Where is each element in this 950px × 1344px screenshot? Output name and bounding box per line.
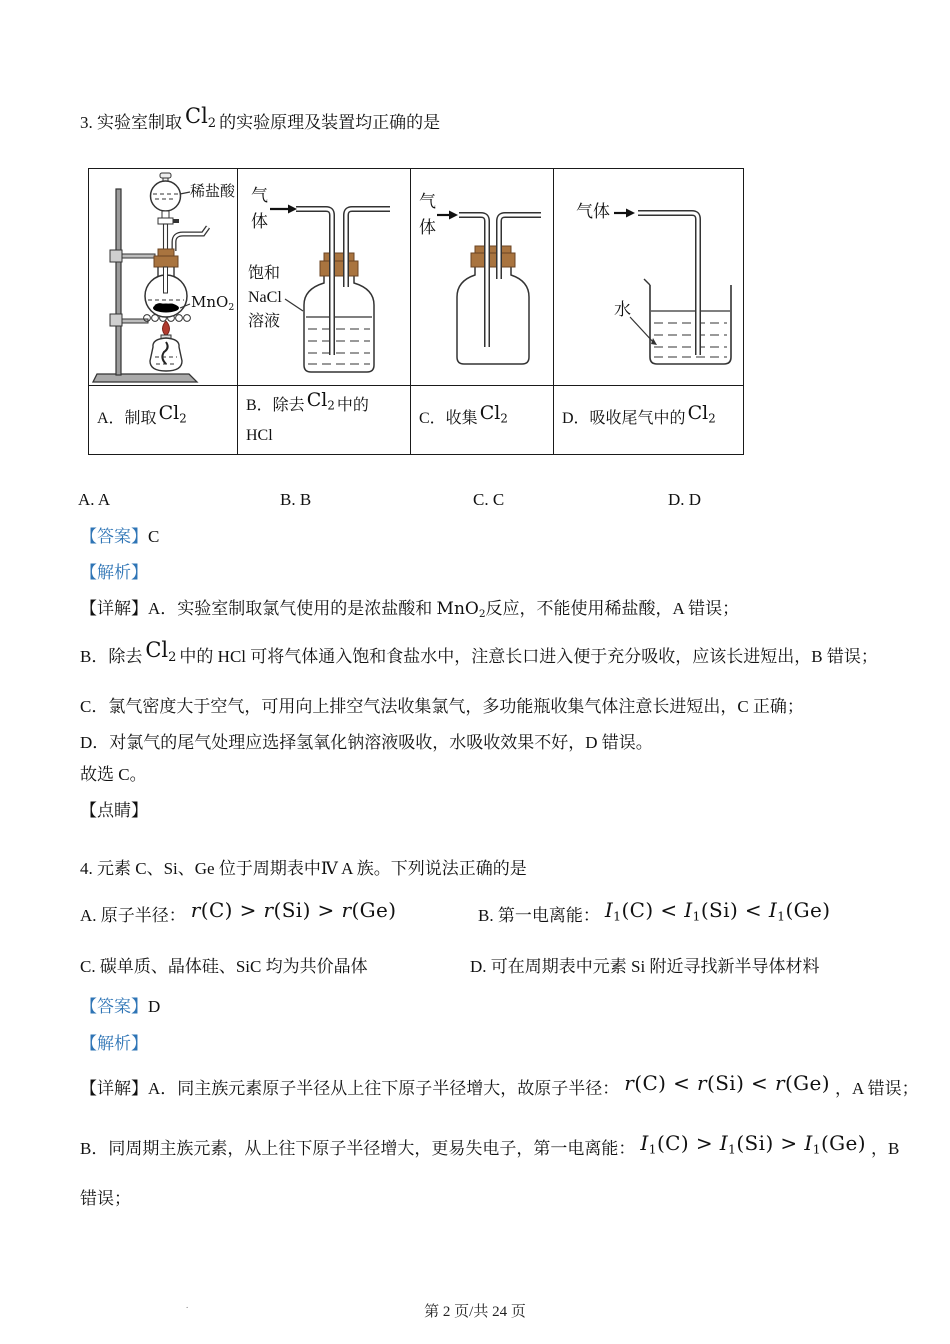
saturated-label: 饱和 xyxy=(248,265,281,282)
q4-detail-a-pre: 【详解】A．同主族元素原子半径从上往下原子半径增大，故原子半径： xyxy=(80,1079,620,1098)
cl2-formula: Cl2 xyxy=(185,104,217,131)
option-c: C. C xyxy=(473,490,505,509)
gas-arrow-icon xyxy=(614,209,635,218)
q4-option-a-label: A. 原子半径： xyxy=(80,906,186,925)
caption-b-line2: HCl xyxy=(246,426,273,444)
q4-detail-a xyxy=(80,1068,919,1108)
q3-detail-a-post: 反应，不能使用稀盐酸，A 错误； xyxy=(485,599,740,618)
gas-label-char1: 气 xyxy=(419,192,436,211)
q3-answer-value: C xyxy=(148,527,160,546)
solution-label: 溶液 xyxy=(248,313,281,330)
gas-arrow-icon xyxy=(437,211,458,220)
caption-b-mid: 中的 xyxy=(336,397,369,415)
cl2-formula: Cl2 xyxy=(158,402,187,426)
stray-dot: . xyxy=(186,1300,189,1310)
answer-tag: 【答案】 xyxy=(80,997,148,1016)
q4-answer-line xyxy=(80,994,160,1020)
gas-label-char2: 体 xyxy=(419,218,436,237)
q3-tip-tag: 【点睛】 xyxy=(80,801,148,820)
q3-detail-d: D．对氯气的尾气处理应选择氢氧化钠溶液吸收，水吸收效果不好，D 错误。 xyxy=(80,733,653,752)
diagram-cell-collection xyxy=(411,169,554,386)
q4-detail-a-post: ，A 错误； xyxy=(834,1079,919,1098)
q4-option-b-label: B. 第一电离能： xyxy=(478,906,600,925)
gas-label: 气体 xyxy=(576,202,610,221)
cl2-formula: Cl2 xyxy=(479,402,508,426)
gas-label-char1: 气 xyxy=(251,186,268,205)
apparatus-table xyxy=(88,168,744,455)
q3-conclusion: 故选 C。 xyxy=(80,765,147,784)
analysis-tag: 【解析】 xyxy=(80,1034,148,1053)
diagram-cell-generation xyxy=(89,169,238,386)
diagram-cell-purification xyxy=(238,169,411,386)
q4-answer-value: D xyxy=(148,997,161,1016)
q4-option-a xyxy=(80,896,401,934)
caption-d xyxy=(554,386,743,454)
footer-page-number: 第 2 页/共 24 页 xyxy=(424,1304,526,1320)
q3-detail-b xyxy=(80,636,878,682)
q3-detail-a xyxy=(80,596,739,627)
diagram-cell-absorption xyxy=(554,169,743,386)
q3-detail-b-post: 中的 HCl 可将气体通入饱和食盐水中，注意长口进入便于充分吸收，应该长进短出，B 错误； xyxy=(179,647,878,666)
q4-option-d: D. 可在周期表中元素 Si 附近寻找新半导体材料 xyxy=(470,957,820,976)
cl2-formula: Cl2 xyxy=(687,402,716,426)
question-3-stem xyxy=(80,100,440,150)
question-4-stem: 4. 元素 C、Si、Ge 位于周期表中Ⅳ A 族。下列说法正确的是 xyxy=(80,859,527,878)
caption-b-text: B．除去 xyxy=(246,397,305,415)
radius-formula-lt: r(C) < r(Si) < r(Ge) xyxy=(624,1071,830,1095)
option-d: D. D xyxy=(668,490,702,509)
cl2-formula: Cl2 xyxy=(145,638,177,665)
water-label: 水 xyxy=(614,300,631,319)
question-3-stem-prefix: 3. 实验室制取 xyxy=(80,113,182,132)
gas-arrow-icon xyxy=(270,205,297,214)
answer-tag: 【答案】 xyxy=(80,527,148,546)
caption-a-text: A．制取 xyxy=(97,410,157,428)
q4-option-b xyxy=(478,896,835,939)
mno2-label: MnO2 xyxy=(191,293,235,313)
caption-c xyxy=(411,386,554,454)
q3-answer-line xyxy=(80,524,159,550)
q4-detail-b-cont: 错误； xyxy=(80,1189,131,1208)
question-3-stem-suffix: 的实验原理及装置均正确的是 xyxy=(219,113,441,132)
cl2-formula: Cl2 xyxy=(306,389,335,413)
option-b: B. B xyxy=(280,490,312,509)
ionization-formula-gt: I1(C) > I1(Si) > I1(Ge) xyxy=(640,1131,866,1157)
analysis-tag: 【解析】 xyxy=(80,563,148,582)
generation-apparatus-diagram xyxy=(89,169,238,386)
q3-detail-a-pre: 【详解】A．实验室制取氯气使用的是浓盐酸和 xyxy=(80,599,437,618)
q3-detail-b-pre: B．除去 xyxy=(80,647,143,666)
q3-analysis-line xyxy=(80,560,148,586)
caption-b xyxy=(238,386,411,454)
nacl-label: NaCl xyxy=(248,289,282,306)
caption-d-text: D．吸收尾气中的 xyxy=(562,410,686,428)
caption-c-text: C．收集 xyxy=(419,410,478,428)
flame-icon xyxy=(163,321,170,336)
q4-analysis-line xyxy=(80,1031,148,1057)
q4-option-c: C. 碳单质、晶体硅、SiC 均为共价晶体 xyxy=(80,957,368,976)
gas-label-char2: 体 xyxy=(251,212,268,231)
option-a: A. A xyxy=(78,490,111,509)
ionization-formula-lt: I1(C) < I1(Si) < I1(Ge) xyxy=(604,898,831,924)
radius-formula-gt: r(C) > r(Si) > r(Ge) xyxy=(190,898,397,922)
caption-a xyxy=(89,386,238,454)
dilute-hcl-label: 稀盐酸 xyxy=(190,184,236,200)
q4-detail-b-post: ，B xyxy=(870,1139,900,1158)
q3-detail-c: C．氯气密度大于空气，可用向上排空气法收集氯气，多功能瓶收集气体注意长进短出，C 正确； xyxy=(80,697,804,716)
mno2-formula: MnO2 xyxy=(436,599,486,621)
q4-detail-b xyxy=(80,1128,899,1173)
q4-detail-b-pre: B．同周期主族元素，从上往下原子半径增大，更易失电子，第一电离能： xyxy=(80,1139,636,1158)
